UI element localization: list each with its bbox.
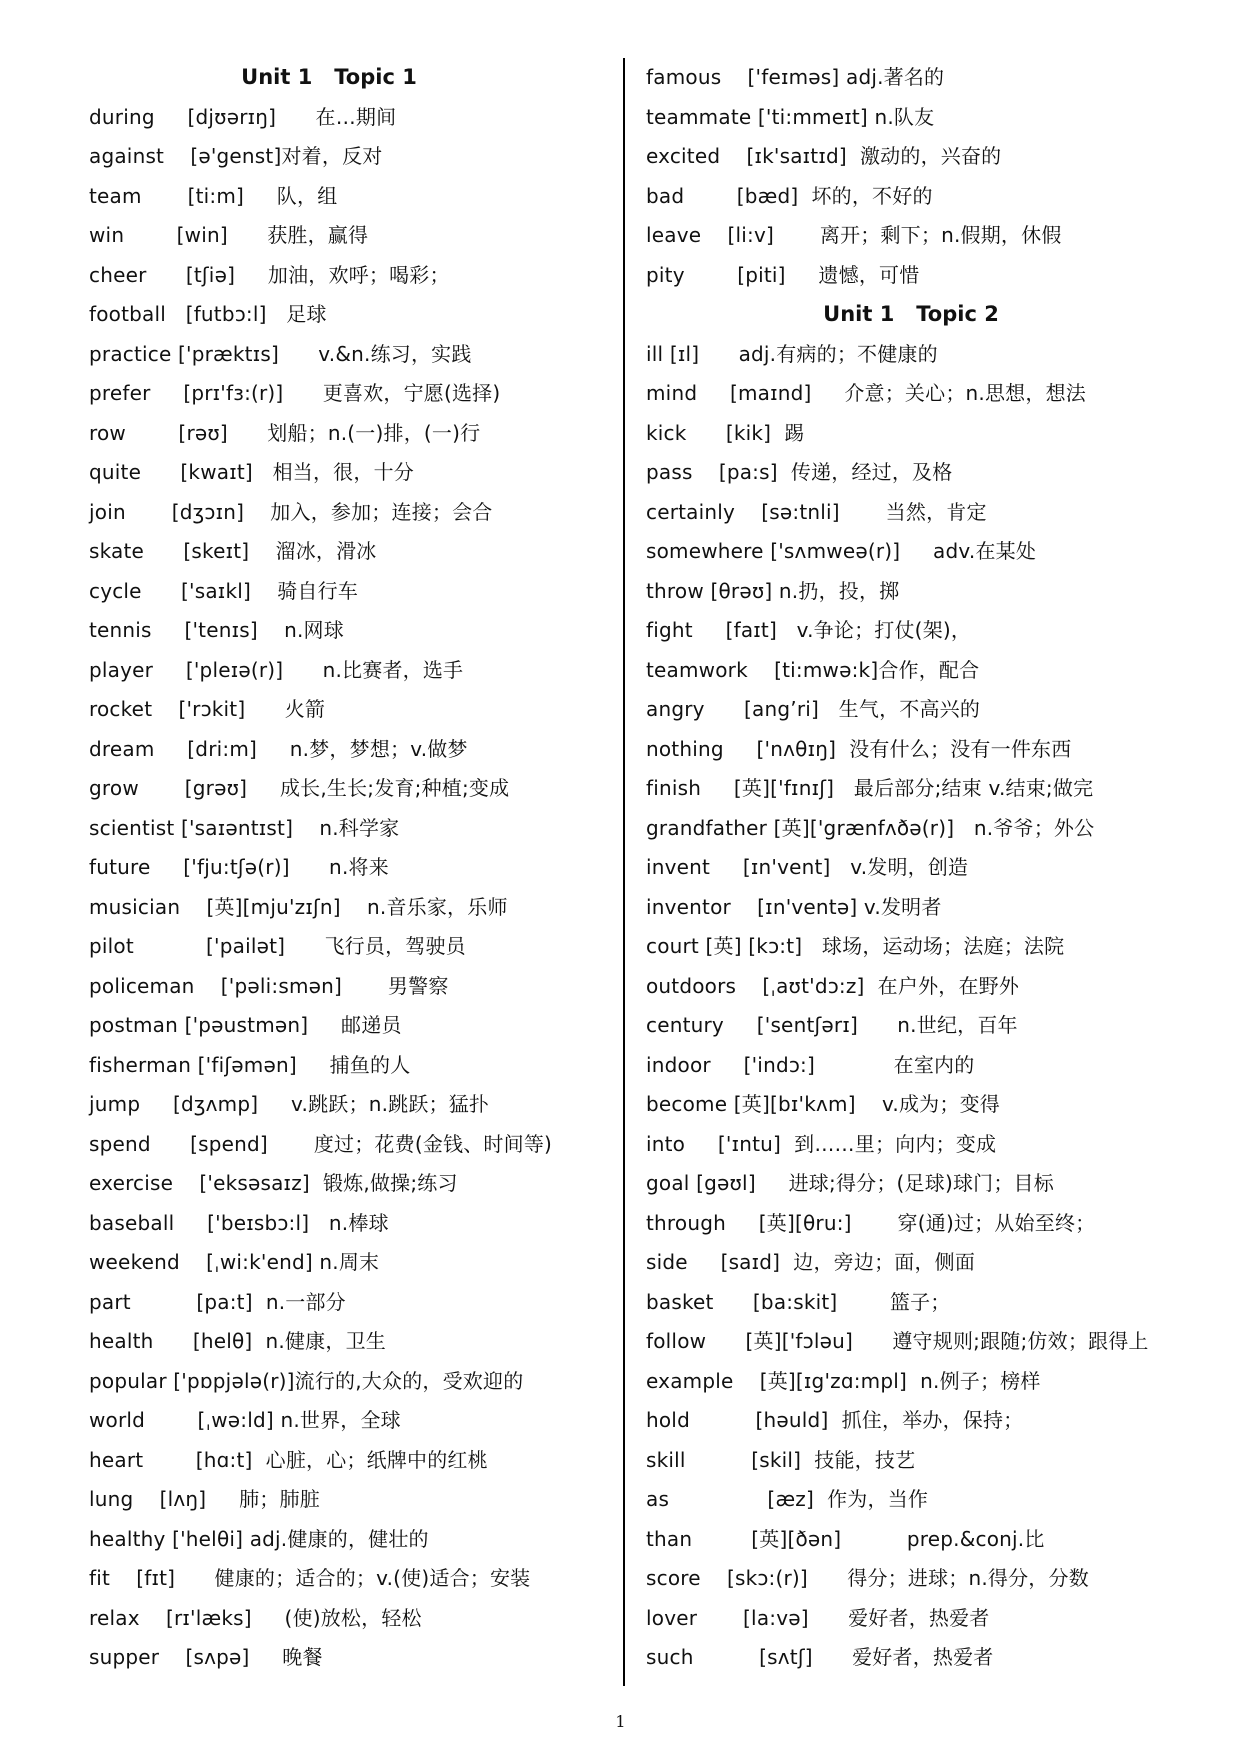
vocabulary-entry: quite [kwaɪt] 相当，很，十分 xyxy=(89,460,414,484)
vocabulary-entry: policeman ['pəli:smən] 男警察 xyxy=(89,973,449,998)
vocabulary-entry: supper [sʌpə] 晚餐 xyxy=(89,1645,323,1669)
vocabulary-entry: grandfather [英]['grænfʌðə(r)] n.爷爷；外公 xyxy=(646,815,1095,840)
vocabulary-entry: leave [li:v] 离开；剩下；n.假期，休假 xyxy=(646,223,1062,247)
vocabulary-list-left xyxy=(89,98,619,1678)
vocabulary-entry: exercise ['eksəsaɪz] 锻炼,做操;练习 xyxy=(89,1171,458,1195)
vocabulary-entry: spend [spend] 度过；花费(金钱、时间等) xyxy=(89,1131,553,1156)
vocabulary-entry: player ['pleɪə(r)] n.比赛者，选手 xyxy=(89,657,464,682)
vocabulary-list-right-bottom xyxy=(646,335,1206,1678)
vocabulary-entry: become [英][bɪ'kʌm] v.成为；变得 xyxy=(646,1092,1000,1116)
vocabulary-entry: grow [grəʊ] 成长,生长;发育;种植;变成 xyxy=(89,776,510,800)
vocabulary-entry: lung [lʌŋ] 肺；肺脏 xyxy=(89,1487,320,1511)
vocabulary-entry: part [pa:t] n.一部分 xyxy=(89,1289,346,1314)
vocabulary-entry: ill [ɪl] adj.有病的；不健康的 xyxy=(646,341,938,366)
vocabulary-entry: jump [dʒʌmp] v.跳跃；n.跳跃；猛扑 xyxy=(89,1092,490,1116)
vocabulary-entry: heart [hɑ:t] 心脏，心；纸牌中的红桃 xyxy=(89,1447,488,1472)
vocabulary-entry: century ['sentʃərɪ] n.世纪，百年 xyxy=(646,1013,1018,1037)
vocabulary-entry: somewhere ['sʌmweə(r)] adv.在某处 xyxy=(646,539,1037,563)
vocabulary-entry: win [win] 获胜，赢得 xyxy=(89,223,369,247)
vocabulary-entry: scientist ['saɪəntɪst] n.科学家 xyxy=(89,815,400,840)
vocabulary-entry: outdoors [ˌaʊt'dɔ:z] 在户外，在野外 xyxy=(646,973,1020,998)
vocabulary-entry: excited [ɪk'saɪtɪd] 激动的，兴奋的 xyxy=(646,144,1002,168)
vocabulary-entry: practice ['præktɪs] v.&n.练习，实践 xyxy=(89,341,472,366)
vocabulary-entry: future ['fju:tʃə(r)] n.将来 xyxy=(89,855,389,879)
section-heading-unit1-topic1: Unit 1 Topic 1 xyxy=(241,65,417,89)
vocabulary-entry: skill [skil] 技能，技艺 xyxy=(646,1447,916,1472)
vocabulary-entry: basket [ba:skit] 篮子； xyxy=(646,1289,951,1314)
vocabulary-entry: court [英] [kɔ:t] 球场，运动场；法庭；法院 xyxy=(646,934,1065,958)
vocabulary-entry: row [rəʊ] 划船；n.(一)排，(一)行 xyxy=(89,420,481,445)
vocabulary-entry: during [djʊərɪŋ] 在…期间 xyxy=(89,104,397,129)
section-heading-unit1-topic2: Unit 1 Topic 2 xyxy=(823,302,999,326)
vocabulary-entry: teamwork [ti:mwə:k]合作，配合 xyxy=(646,657,980,682)
vocabulary-entry: as [æz] 作为，当作 xyxy=(646,1487,929,1511)
vocabulary-entry: angry [ang’ri] 生气，不高兴的 xyxy=(646,697,981,721)
vocabulary-entry: through [英][θru:] 穿(通)过；从始至终； xyxy=(646,1210,1096,1235)
vocabulary-entry: fight [faɪt] v.争论；打仗(架)， xyxy=(646,618,972,642)
vocabulary-entry: world [ˌwə:ld] n.世界，全球 xyxy=(89,1408,401,1432)
vocabulary-entry: musician [英][mju'zɪʃn] n.音乐家，乐师 xyxy=(89,894,508,919)
vocabulary-entry: postman ['pəustmən] 邮递员 xyxy=(89,1013,402,1037)
vocabulary-entry: finish [英]['fɪnɪʃ] 最后部分;结束 v.结束;做完 xyxy=(646,776,1094,800)
vocabulary-entry: hold [həuld] 抓住，举办，保持； xyxy=(646,1408,1024,1432)
vocabulary-entry: goal [gəʊl] 进球;得分；(足球)球门；目标 xyxy=(646,1171,1054,1195)
vocabulary-entry: such [sʌtʃ] 爱好者，热爱者 xyxy=(646,1645,994,1669)
vocabulary-entry: indoor ['indɔ:] 在室内的 xyxy=(646,1052,975,1077)
vocabulary-entry: team [ti:m] 队，组 xyxy=(89,183,338,208)
vocabulary-list-right-top xyxy=(646,58,1206,295)
vocabulary-entry: baseball ['beɪsbɔ:l] n.棒球 xyxy=(89,1210,389,1235)
left-column xyxy=(89,58,619,1678)
vocabulary-entry: example [英][ɪg'zɑ:mpl] n.例子；榜样 xyxy=(646,1368,1041,1393)
vocabulary-entry: against [ə'genst]对着，反对 xyxy=(89,144,383,168)
vocabulary-entry: cycle ['saɪkl] 骑自行车 xyxy=(89,578,359,603)
vocabulary-entry: prefer [prɪ'fɜ:(r)] 更喜欢，宁愿(选择) xyxy=(89,381,501,405)
vocabulary-entry: mind [maɪnd] 介意；关心；n.思想，想法 xyxy=(646,381,1086,405)
vocabulary-entry: into ['ɪntu] 到……里；向内；变成 xyxy=(646,1131,997,1156)
vocabulary-entry: relax [rɪ'læks] (使)放松，轻松 xyxy=(89,1605,422,1630)
vocabulary-entry: follow [英]['fɔləu] 遵守规则;跟随;仿效；跟得上 xyxy=(646,1329,1149,1353)
vocabulary-entry: healthy ['helθi] adj.健康的，健壮的 xyxy=(89,1526,429,1551)
vocabulary-entry: lover [la:və] 爱好者，热爱者 xyxy=(646,1605,990,1630)
vocabulary-entry: pilot ['pailət] 飞行员，驾驶员 xyxy=(89,934,466,958)
vocabulary-entry: than [英][ðən] prep.&conj.比 xyxy=(646,1526,1045,1551)
vocabulary-entry: bad [bæd] 坏的，不好的 xyxy=(646,183,933,208)
vocabulary-entry: rocket ['rɔkit] 火箭 xyxy=(89,697,326,721)
vocabulary-entry: cheer [tʃiə] 加油，欢呼；喝彩； xyxy=(89,262,450,287)
vocabulary-entry: kick [kik] 踢 xyxy=(646,420,805,445)
vocabulary-entry: fit [fɪt] 健康的；适合的；v.(使)适合；安装 xyxy=(89,1566,531,1590)
vocabulary-entry: tennis ['tenɪs] n.网球 xyxy=(89,618,344,642)
vocabulary-entry: famous ['feɪməs] adj.著名的 xyxy=(646,65,945,89)
vocabulary-entry: dream [dri:m] n.梦，梦想；v.做梦 xyxy=(89,736,468,761)
vocabulary-entry: invent [ɪn'vent] v.发明，创造 xyxy=(646,855,969,879)
vocabulary-entry: skate [skeɪt] 溜冰，滑冰 xyxy=(89,539,377,563)
vocabulary-entry: throw [θrəʊ] n.扔，投，掷 xyxy=(646,578,900,603)
vocabulary-entry: health [helθ] n.健康，卫生 xyxy=(89,1329,386,1353)
vocabulary-entry: weekend [ˌwi:k'end] n.周末 xyxy=(89,1250,380,1274)
vocabulary-entry: inventor [ɪn'ventə] v.发明者 xyxy=(646,894,942,919)
vocabulary-entry: side [saɪd] 边，旁边；面，侧面 xyxy=(646,1250,976,1274)
vocabulary-entry: fisherman ['fiʃəmən] 捕鱼的人 xyxy=(89,1052,411,1077)
vocabulary-entry: pity [piti] 遗憾，可惜 xyxy=(646,262,920,287)
right-column xyxy=(646,58,1206,1678)
vocabulary-entry: football [futbɔ:l] 足球 xyxy=(89,302,327,326)
vocabulary-entry: teammate ['ti:mmeɪt] n.队友 xyxy=(646,104,935,129)
vocabulary-entry: score [skɔ:(r)] 得分；进球；n.得分，分数 xyxy=(646,1566,1089,1590)
vocabulary-entry: join [dʒɔɪn] 加入，参加；连接；会合 xyxy=(89,499,493,524)
page-number: 1 xyxy=(615,1712,626,1731)
column-divider xyxy=(623,58,625,1686)
vocabulary-entry: certainly [sə:tnli] 当然，肯定 xyxy=(646,499,987,524)
vocabulary-entry: popular ['pɒpjələ(r)]流行的,大众的，受欢迎的 xyxy=(89,1368,524,1393)
vocabulary-entry: nothing ['nʌθɪŋ] 没有什么；没有一件东西 xyxy=(646,736,1072,761)
vocabulary-entry: pass [pa:s] 传递，经过，及格 xyxy=(646,460,953,484)
